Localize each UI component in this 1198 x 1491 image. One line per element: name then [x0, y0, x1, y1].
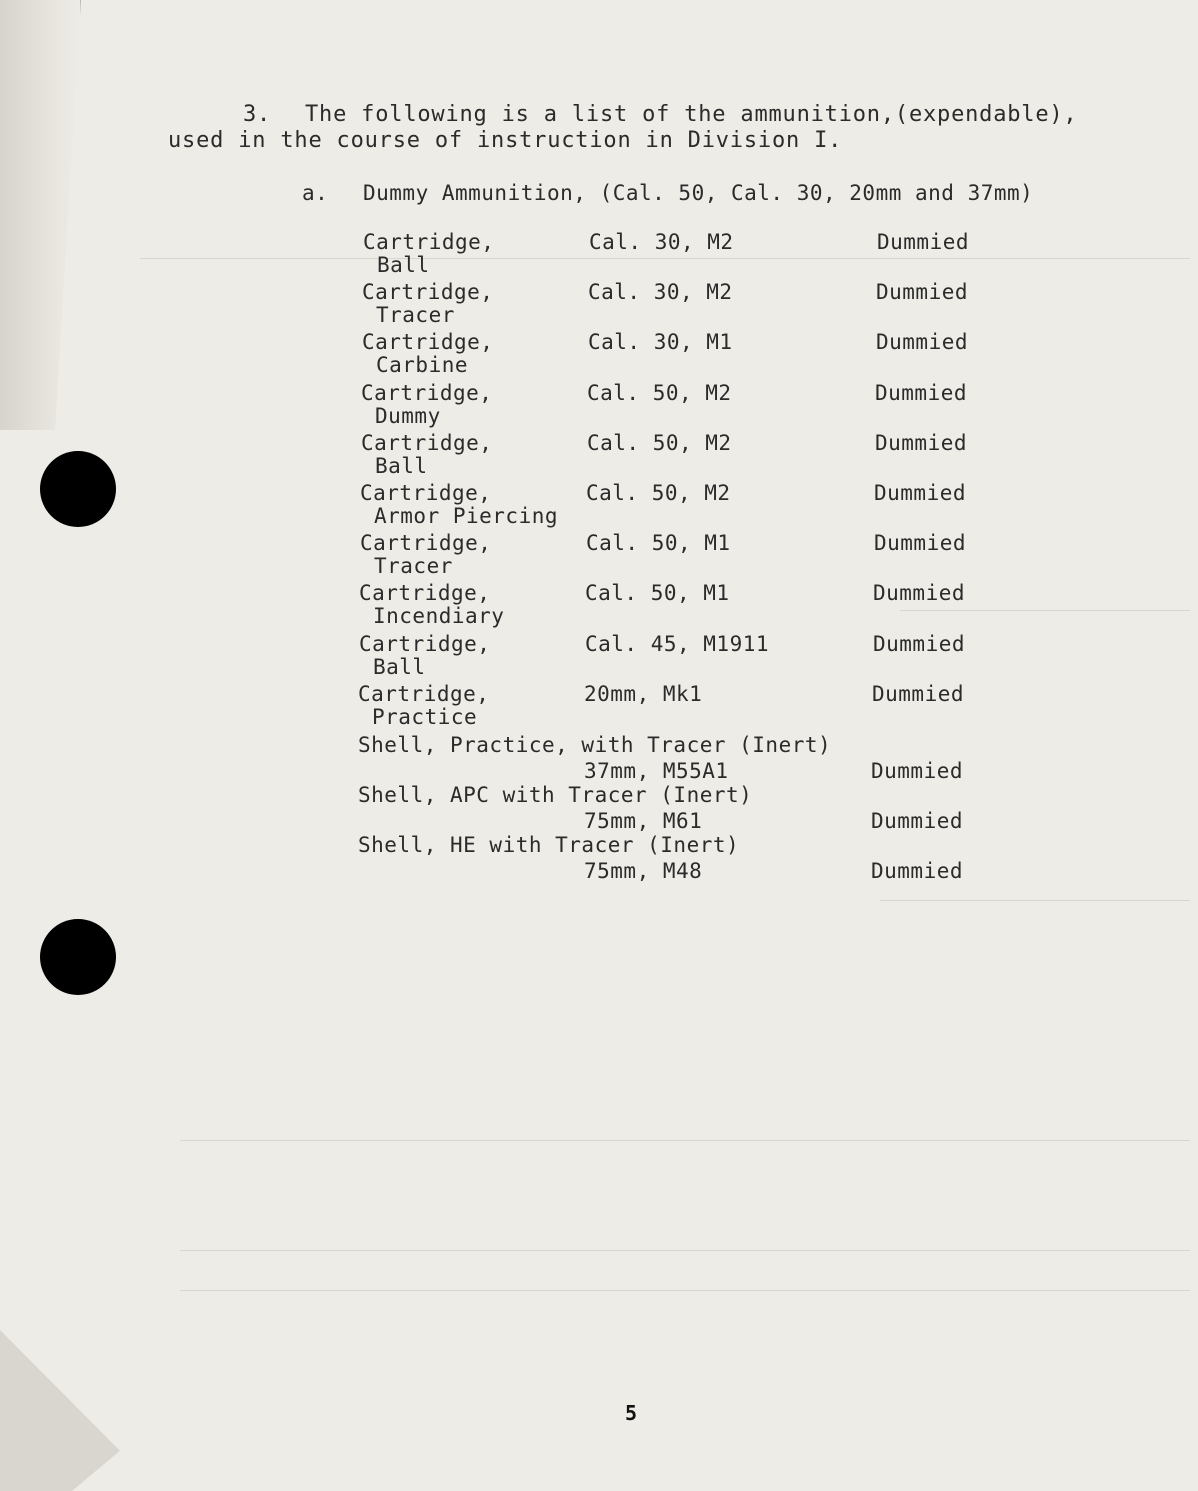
item-caliber: Cal. 50, M2 — [587, 430, 732, 455]
item-status: Dummied — [875, 430, 968, 455]
item-type: Carbine — [376, 353, 469, 378]
item-status: Dummied — [877, 230, 970, 254]
item-status: Dummied — [874, 531, 967, 556]
item-type: Incendiary — [373, 604, 505, 629]
shell-caliber: 75mm, M48 — [584, 859, 703, 883]
item-caliber: Cal. 50, M2 — [586, 481, 731, 505]
item-type: Practice — [372, 704, 478, 729]
item-type: Tracer — [374, 554, 453, 579]
item-status: Dummied — [876, 330, 969, 355]
page-number: 5 — [625, 1401, 638, 1425]
folded-corner — [0, 1330, 120, 1491]
item-type: Dummy — [375, 403, 441, 428]
item-status: Dummied — [874, 481, 967, 505]
shell-caliber: 37mm, M55A1 — [584, 759, 729, 783]
item-name: Cartridge, — [362, 330, 494, 355]
item-type: Ball — [375, 453, 428, 478]
item-name: Cartridge, — [361, 430, 493, 455]
item-name: Cartridge, — [358, 681, 490, 706]
item-caliber: Cal. 30, M2 — [588, 280, 733, 305]
item-caliber: Cal. 30, M2 — [589, 230, 734, 254]
binder-hole-top — [40, 451, 116, 527]
item-caliber: Cal. 30, M1 — [588, 330, 733, 355]
shell-status: Dummied — [871, 759, 964, 783]
subsection-letter: a. — [302, 181, 329, 205]
paragraph-number: 3. — [243, 102, 272, 127]
shell-status: Dummied — [871, 859, 964, 883]
item-type: Ball — [373, 654, 426, 679]
item-caliber: Cal. 45, M1911 — [585, 631, 770, 656]
item-name: Cartridge, — [359, 581, 491, 606]
item-name: Cartridge, — [359, 631, 491, 656]
item-caliber: Cal. 50, M2 — [587, 380, 732, 405]
item-status: Dummied — [875, 380, 968, 405]
shell-name: Shell, APC with Tracer (Inert) — [358, 783, 753, 807]
item-caliber: 20mm, Mk1 — [584, 681, 703, 706]
shell-caliber: 75mm, M61 — [584, 809, 703, 833]
item-name: Cartridge, — [360, 481, 492, 505]
item-name: Cartridge, — [360, 531, 492, 556]
paragraph-line-1: The following is a list of the ammunition,(expendable), — [305, 102, 1078, 127]
item-name: Cartridge, — [361, 380, 493, 405]
item-status: Dummied — [872, 681, 965, 706]
item-status: Dummied — [876, 280, 969, 305]
item-status: Dummied — [873, 631, 966, 656]
item-type: Armor Piercing — [374, 504, 559, 528]
binder-hole-bottom — [40, 919, 116, 995]
item-name: Cartridge, — [363, 230, 495, 254]
item-caliber: Cal. 50, M1 — [585, 581, 730, 606]
subsection-heading: Dummy Ammunition, (Cal. 50, Cal. 30, 20mm and 37mm) — [363, 181, 1034, 205]
page-curl — [0, 0, 81, 430]
paragraph-line-2: used in the course of instruction in Division I. — [168, 128, 843, 153]
item-type: Tracer — [376, 303, 455, 328]
shell-name: Shell, Practice, with Tracer (Inert) — [358, 733, 832, 757]
item-name: Cartridge, — [362, 280, 494, 305]
shell-status: Dummied — [871, 809, 964, 833]
item-caliber: Cal. 50, M1 — [586, 531, 731, 556]
item-type: Ball — [377, 253, 430, 277]
shell-name: Shell, HE with Tracer (Inert) — [358, 833, 740, 857]
item-status: Dummied — [873, 581, 966, 606]
